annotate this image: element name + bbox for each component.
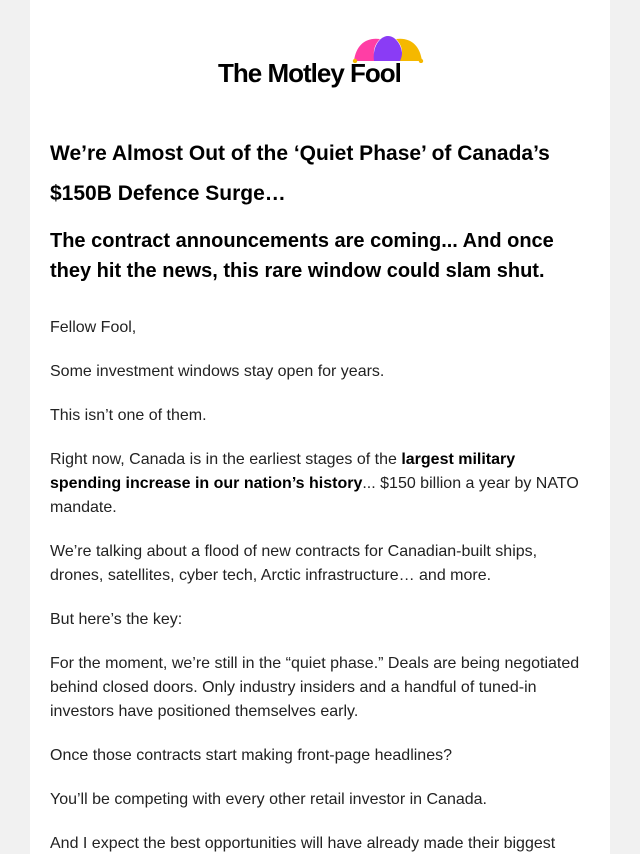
email-body (50, 316, 590, 854)
email-content (50, 134, 590, 854)
paragraph-text: ... $150 billion a year by NATO mandate. (50, 475, 579, 516)
paragraph-greeting: Fellow Fool, (50, 319, 137, 336)
logo-wordmark: The Motley Fool (218, 58, 401, 88)
paragraph: And I expect the best opportunities will have already made their biggest (50, 835, 556, 852)
paragraph-text: Right now, Canada is in the earliest stages of the (50, 451, 402, 468)
paragraph: Some investment windows stay open for years. (50, 363, 385, 380)
email-subheadline: The contract announcements are coming... And once they hit the news, this rare window could slam shut. (50, 230, 554, 282)
paragraph: We’re talking about a flood of new contracts for Canadian-built ships, drones, satellites, cyber tech, Arctic infrastructure… and more. (50, 543, 538, 584)
email-headline: We’re Almost Out of the ‘Quiet Phase’ of Canada’s $150B Defence Surge… (50, 142, 550, 205)
paragraph: For the moment, we’re still in the “quiet phase.” Deals are being negotiated behind closed doors. Only industry insiders and a handful of tuned-in investors have positioned themselves early. (50, 655, 580, 720)
paragraph-emphasis: largest military spending increase in our nation’s history (50, 451, 516, 492)
paragraph: But here’s the key: (50, 611, 183, 628)
motley-fool-logo[interactable] (218, 33, 428, 93)
paragraph: You’ll be competing with every other retail investor in Canada. (50, 791, 487, 808)
paragraph: Once those contracts start making front-page headlines? (50, 747, 452, 764)
paragraph (50, 448, 590, 520)
email-card (30, 0, 610, 854)
paragraph: This isn’t one of them. (50, 407, 207, 424)
